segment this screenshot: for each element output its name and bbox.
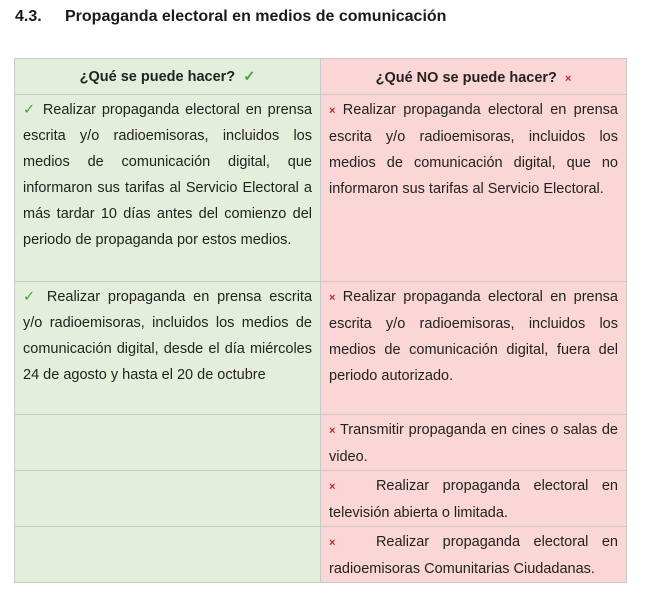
rules-table bbox=[14, 58, 627, 583]
cross-icon: × bbox=[329, 292, 336, 304]
section-title: Propaganda electoral en medios de comunicación bbox=[65, 8, 447, 25]
header-cannot bbox=[321, 59, 627, 95]
check-icon: ✓ bbox=[243, 68, 256, 85]
section-heading bbox=[15, 8, 446, 26]
cannot-cell bbox=[321, 282, 627, 415]
cross-icon: × bbox=[329, 537, 336, 549]
cross-icon: × bbox=[329, 481, 336, 493]
table-row bbox=[15, 95, 627, 282]
cannot-text: Realizar propaganda electoral en televisión abierta o limitada. bbox=[329, 478, 618, 521]
table-row bbox=[15, 415, 627, 471]
can-cell bbox=[15, 95, 321, 282]
cannot-cell bbox=[321, 471, 627, 527]
can-text: Realizar propaganda electoral en prensa escrita y/o radioemisoras, incluidos los medios de comunicación digital, que informaron sus tarifas al Servicio Electoral a más tardar 10 días antes del comienzo del periodo de propaganda por estos medios. bbox=[23, 102, 313, 248]
cannot-cell bbox=[321, 415, 627, 471]
cannot-cell bbox=[321, 95, 627, 282]
table-row bbox=[15, 282, 627, 415]
can-cell-empty bbox=[15, 415, 321, 471]
cross-icon: × bbox=[564, 73, 572, 85]
can-text: Realizar propaganda en prensa escrita y/o radioemisoras, incluidos los medios de comunicación digital, desde el día miércoles 24 de agosto y hasta el 20 de octubre bbox=[23, 289, 313, 383]
table-row bbox=[15, 471, 627, 527]
can-cell-empty bbox=[15, 527, 321, 583]
header-can-label: ¿Qué se puede hacer? bbox=[79, 68, 236, 85]
cannot-text: Transmitir propaganda en cines o salas de video. bbox=[329, 422, 618, 465]
cross-icon: × bbox=[329, 105, 336, 117]
section-number: 4.3. bbox=[15, 8, 42, 25]
table-row bbox=[15, 527, 627, 583]
check-icon: ✓ bbox=[23, 289, 39, 305]
cross-icon: × bbox=[329, 425, 336, 437]
can-cell bbox=[15, 282, 321, 415]
cannot-cell bbox=[321, 527, 627, 583]
cannot-text: Realizar propaganda electoral en prensa escrita y/o radioemisoras, incluidos los medios de comunicación digital, que no informaron sus tarifas al Servicio Electoral. bbox=[329, 102, 618, 197]
header-cannot-label: ¿Qué NO se puede hacer? bbox=[375, 70, 557, 86]
check-icon: ✓ bbox=[23, 102, 37, 118]
can-cell-empty bbox=[15, 471, 321, 527]
cannot-text: Realizar propaganda electoral en prensa escrita y/o radioemisoras, incluidos los medios de comunicación digital, fuera del periodo autorizado. bbox=[329, 289, 618, 384]
table-header-row bbox=[15, 59, 627, 95]
header-can bbox=[15, 59, 321, 95]
cannot-text: Realizar propaganda electoral en radioemisoras Comunitarias Ciudadanas. bbox=[329, 534, 618, 577]
